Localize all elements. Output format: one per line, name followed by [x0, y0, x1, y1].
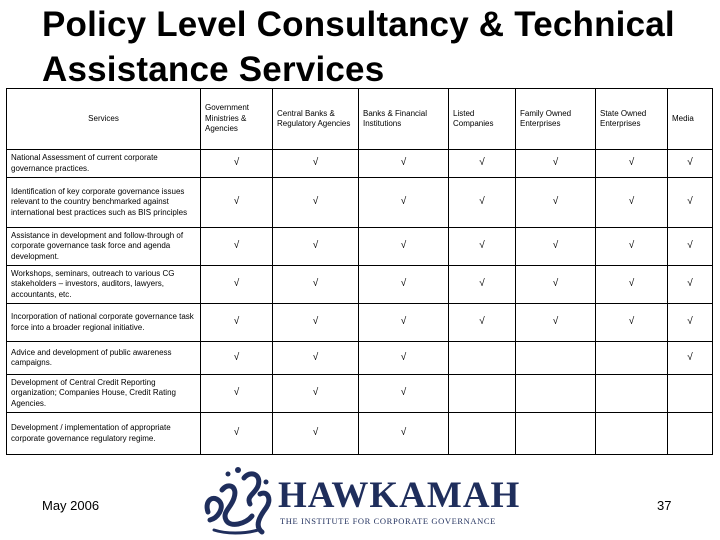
- services-table: [6, 88, 713, 455]
- service-cell: Incorporation of national corporate governance task force into a broader regional initiative.: [7, 304, 201, 342]
- check-cell: √: [273, 178, 359, 228]
- header-listed: Listed Companies: [449, 89, 516, 150]
- check-cell: √: [273, 228, 359, 266]
- header-family-owned: Family Owned Enterprises: [516, 89, 596, 150]
- check-cell: [516, 413, 596, 455]
- check-cell: √: [596, 304, 668, 342]
- check-cell: √: [359, 266, 449, 304]
- header-government: Government Ministries & Agencies: [201, 89, 273, 150]
- check-cell: √: [596, 228, 668, 266]
- check-cell: [449, 413, 516, 455]
- check-cell: [596, 342, 668, 375]
- check-cell: √: [449, 266, 516, 304]
- check-cell: √: [516, 178, 596, 228]
- header-media: Media: [668, 89, 713, 150]
- service-cell: Assistance in development and follow-through of corporate governance task force and agenda development.: [7, 228, 201, 266]
- table-row: [7, 304, 713, 342]
- check-cell: √: [516, 228, 596, 266]
- check-cell: √: [273, 375, 359, 413]
- check-cell: [668, 375, 713, 413]
- check-cell: √: [201, 150, 273, 178]
- check-cell: √: [668, 150, 713, 178]
- hawkamah-logo: [200, 460, 530, 538]
- check-cell: [516, 342, 596, 375]
- check-cell: [449, 375, 516, 413]
- table-row: [7, 413, 713, 455]
- check-cell: √: [359, 413, 449, 455]
- check-cell: √: [668, 304, 713, 342]
- table-row: [7, 228, 713, 266]
- service-cell: Development of Central Credit Reporting organization; Companies House, Credit Rating Agencies.: [7, 375, 201, 413]
- check-cell: √: [273, 150, 359, 178]
- table-row: [7, 266, 713, 304]
- header-banks: Banks & Financial Institutions: [359, 89, 449, 150]
- check-cell: [516, 375, 596, 413]
- check-cell: [596, 375, 668, 413]
- check-cell: √: [596, 150, 668, 178]
- check-cell: √: [516, 266, 596, 304]
- check-cell: √: [449, 178, 516, 228]
- check-cell: √: [449, 228, 516, 266]
- check-cell: √: [668, 342, 713, 375]
- check-cell: √: [201, 178, 273, 228]
- logo-name: HAWKAMAH: [278, 475, 521, 516]
- check-cell: √: [201, 228, 273, 266]
- service-cell: National Assessment of current corporate governance practices.: [7, 150, 201, 178]
- check-cell: √: [359, 304, 449, 342]
- header-central-banks: Central Banks & Regulatory Agencies: [273, 89, 359, 150]
- check-cell: √: [449, 150, 516, 178]
- services-table-container: [6, 88, 712, 455]
- page-number: 37: [657, 498, 672, 513]
- service-cell: Development / implementation of appropriate corporate governance regulatory regime.: [7, 413, 201, 455]
- check-cell: √: [516, 304, 596, 342]
- check-cell: √: [201, 266, 273, 304]
- check-cell: √: [596, 178, 668, 228]
- check-cell: √: [201, 375, 273, 413]
- check-cell: √: [359, 178, 449, 228]
- check-cell: √: [359, 342, 449, 375]
- check-cell: √: [596, 266, 668, 304]
- check-cell: √: [449, 304, 516, 342]
- table-row: [7, 342, 713, 375]
- check-cell: √: [359, 150, 449, 178]
- page-title: Policy Level Consultancy & Technical Assistance Services: [42, 5, 675, 89]
- check-cell: [668, 413, 713, 455]
- check-cell: √: [273, 304, 359, 342]
- check-cell: [449, 342, 516, 375]
- check-cell: √: [516, 150, 596, 178]
- table-header-row: [7, 89, 713, 150]
- check-cell: √: [668, 266, 713, 304]
- check-cell: √: [273, 266, 359, 304]
- table-row: [7, 150, 713, 178]
- check-cell: √: [201, 304, 273, 342]
- check-cell: √: [359, 375, 449, 413]
- check-cell: √: [273, 413, 359, 455]
- table-row: [7, 375, 713, 413]
- header-state-owned: State Owned Enterprises: [596, 89, 668, 150]
- check-cell: [596, 413, 668, 455]
- check-cell: √: [359, 228, 449, 266]
- table-row: [7, 178, 713, 228]
- logo-subtitle: THE INSTITUTE FOR CORPORATE GOVERNANCE: [280, 516, 496, 526]
- arabic-calligraphy-icon: [200, 460, 276, 538]
- check-cell: √: [201, 342, 273, 375]
- service-cell: Workshops, seminars, outreach to various CG stakeholders – investors, auditors, lawyers, accountants, etc.: [7, 266, 201, 304]
- footer-date: May 2006: [42, 498, 100, 513]
- check-cell: √: [201, 413, 273, 455]
- check-cell: √: [273, 342, 359, 375]
- check-cell: √: [668, 178, 713, 228]
- header-services: Services: [7, 89, 201, 150]
- service-cell: Advice and development of public awareness campaigns.: [7, 342, 201, 375]
- check-cell: √: [668, 228, 713, 266]
- service-cell: Identification of key corporate governance issues relevant to the country benchmarked against international best practices such as BIS principles: [7, 178, 201, 228]
